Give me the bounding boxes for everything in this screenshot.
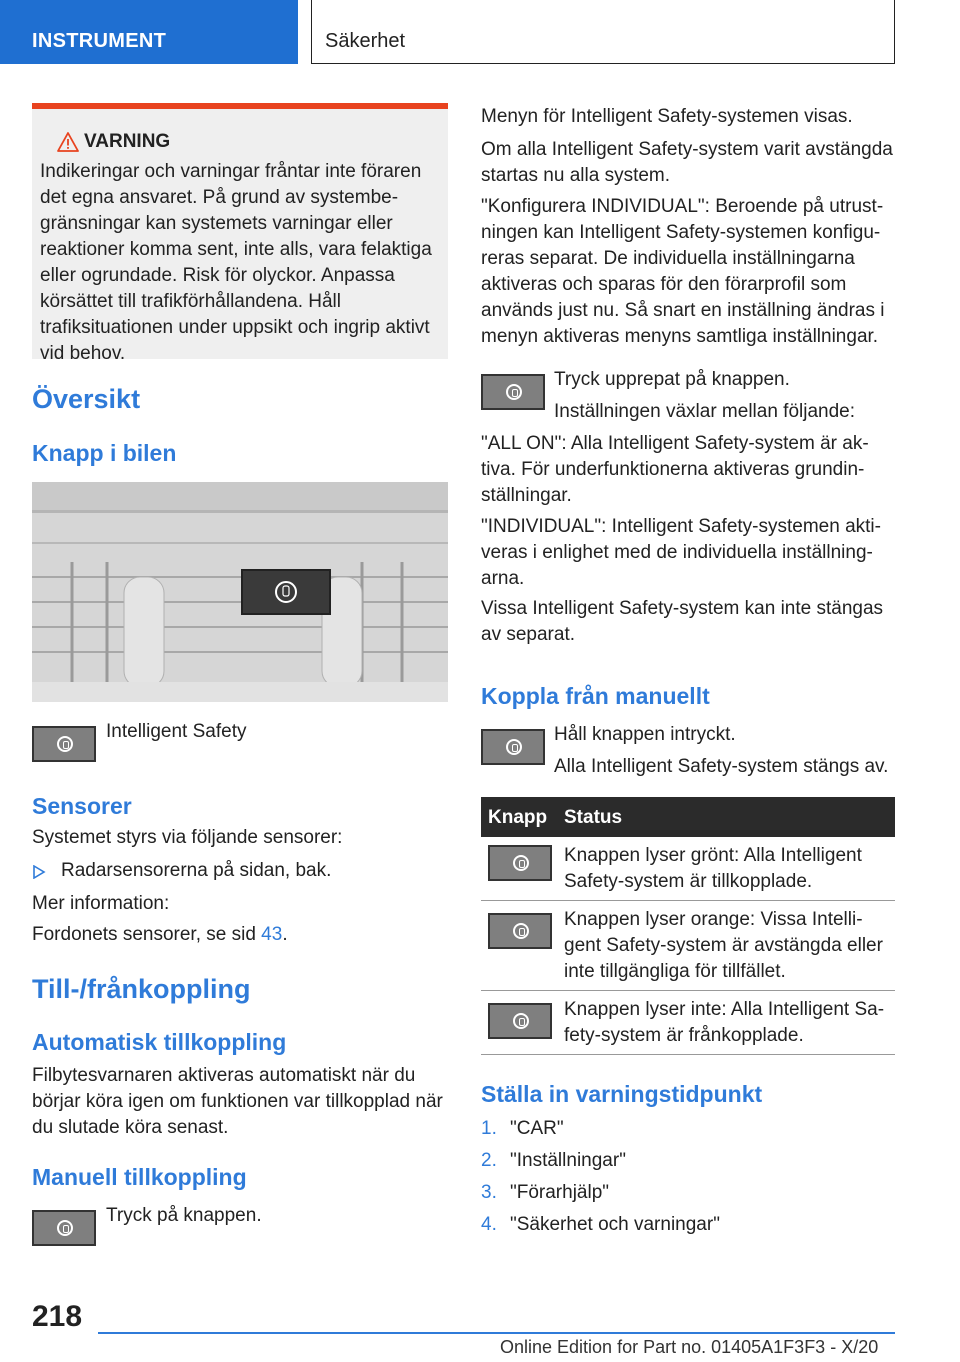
header-section-tab [0,0,298,64]
step-text: "Inställningar" [510,1150,626,1171]
step-text: "Förarhjälp" [510,1182,610,1203]
status-green-button-icon [488,845,552,881]
heading-oversikt: Översikt [32,384,141,414]
automatisk-text: Filbytesvarnaren aktiveras automatiskt när du börjar köra igen om funktionen var tillkopplad när du slutade köra senast. [32,1065,443,1138]
tryck-upprepat: Tryck upprepat på knappen. [554,369,790,390]
table-row [481,837,895,901]
warning-box [32,103,448,364]
manuell-button-icon [32,1210,96,1246]
icon-caption: Intelligent Safety [106,721,247,742]
step-text: "CAR" [510,1118,564,1139]
triangle-bullet-icon [32,865,46,879]
list-item [481,1148,895,1180]
alla-stangs-av: Alla Intelligent Safety-system stängs av. [554,756,889,777]
fordonets-end: . [282,924,288,945]
heading-manuell-tillkoppling: Manuell tillkoppling [32,1164,247,1190]
individual-text: "INDIVIDUAL": Intelligent Safety-systemen aktiveras i enlighet med de individuella inställningarna. [481,516,881,589]
koppla-button-icon [481,729,545,765]
table-header [481,797,895,837]
hall-knappen: Håll knappen intryckt. [554,724,736,745]
button-status-table [481,797,895,1055]
car-button-photo [32,482,448,702]
right-p2: Om alla Intelligent Safety-system varit avstängda startas nu alla system. [481,139,893,186]
right-p1: Menyn för Intelligent Safety-systemen visas. [481,106,853,127]
fordonets-text: Fordonets sensorer, se sid [32,924,262,945]
all-on-text: "ALL ON": Alla Intelligent Safety-system är aktiva. För underfunktionerna aktiveras grundinställningar. [481,433,869,506]
list-item [481,1180,895,1212]
sensorer-intro: Systemet styrs via följande sensorer: [32,827,343,848]
intelligent-safety-button-icon [32,726,96,762]
warning-body: Indikeringar och varningar fråntar inte föraren det egna ansvaret. På grund av systembegränsningar kan systemets varningar eller reaktioner komma sent, inte alls, vara felaktiga eller ogrundade. Risk för olyckor. Anpassa körsättet till trafikförhållandena. Håll trafiksituationen under uppsikt och ingrip aktivt vid behov. [40,161,432,364]
heading-till-frankoppling: Till-/frånkoppling [32,974,251,1004]
step-number: 3. [481,1182,497,1203]
warning-heading [40,131,440,155]
warning-title: VARNING [84,131,171,152]
page-number: 218 [32,1300,83,1333]
table-col-knapp: Knapp [488,807,548,828]
heading-automatisk-tillkoppling: Automatisk tillkoppling [32,1029,287,1055]
heading-knapp-i-bilen: Knapp i bilen [32,440,177,466]
status-off-button-icon [488,1003,552,1039]
table-row-text: Knappen lyser inte: Alla Intelligent Safety-system är frånkopplade. [564,999,885,1046]
page-link-43[interactable]: 43 [261,924,283,945]
header-section-label: INSTRUMENT [32,30,167,52]
sensor-bullet-text: Radarsensorerna på sidan, bak. [61,860,332,881]
footer-rule [98,1332,895,1334]
installningen-vaxlar: Inställningen växlar mellan följande: [554,401,856,422]
right-p3: "Konfigurera INDIVIDUAL": Beroende på utrustningen kan Intelligent Safety-systemen konfigureras separat. De individuella inställningarna aktiveras och sparas för den förarprofil som används just nu. Så snart en inställning ändras i menyn aktiveras menyns samtliga inställningar. [481,196,885,347]
tryck-button-icon [481,374,545,410]
list-item [481,1116,895,1148]
header-chapter-tab [311,0,895,64]
status-orange-button-icon [488,913,552,949]
warning-triangle-icon [57,132,79,152]
table-row-text: Knappen lyser orange: Vissa Intelligent Safety-system är avstängda eller inte tillgängliga för tillfället. [564,909,883,982]
footer-edition: Online Edition for Part no. 01405A1F3F3 - X/20 [500,1337,879,1357]
heading-stalla-in: Ställa in varningstidpunkt [481,1081,763,1107]
heading-koppla-fran: Koppla från manuellt [481,683,710,709]
heading-sensorer: Sensorer [32,793,132,819]
table-col-status: Status [564,807,623,828]
dashboard-vents-illustration [32,482,448,702]
step-number: 1. [481,1118,497,1139]
table-row-text: Knappen lyser grönt: Alla Intelligent Safety-system är tillkopplade. [564,845,862,892]
step-number: 4. [481,1214,497,1235]
vissa-text: Vissa Intelligent Safety-system kan inte stängas av separat. [481,598,884,645]
list-item [481,1212,895,1244]
header-chapter-label: Säkerhet [325,30,406,52]
step-text: "Säkerhet och varningar" [510,1214,720,1235]
table-row [481,991,895,1055]
step-number: 2. [481,1150,497,1171]
manuell-text: Tryck på knappen. [106,1205,262,1226]
fordonets-sensorer-ref [32,922,288,948]
mer-information: Mer information: [32,893,170,914]
table-row [481,901,895,991]
